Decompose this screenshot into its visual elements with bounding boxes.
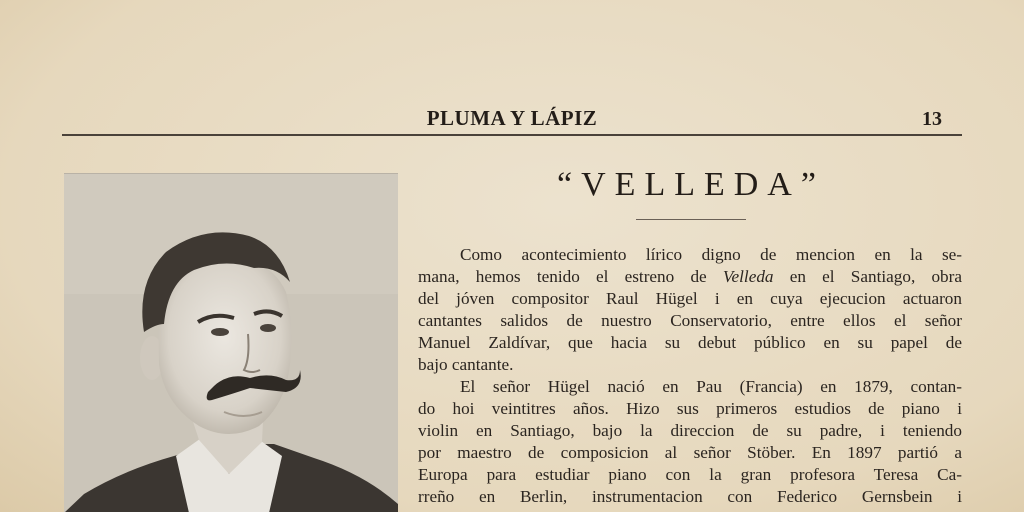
portrait-illustration — [64, 174, 398, 512]
text-line: bajo cantante. — [418, 355, 514, 374]
portrait-photo — [64, 173, 398, 512]
publication-title: PLUMA Y LÁPIZ — [426, 106, 598, 130]
text-fragment: en el Santiago, obra — [789, 267, 962, 286]
text-line — [418, 266, 962, 288]
text-line: del jóven compositor Raul Hügel i en cuya ejecucion actuaron — [418, 289, 962, 308]
article-body — [418, 244, 962, 508]
work-title: Velleda — [722, 267, 774, 286]
text-line: por maestro de composicion al señor Stöber. En 1897 partió a — [418, 443, 962, 462]
text-line: El señor Hügel nació en Pau (Francia) en 1879, contan- — [460, 377, 962, 396]
text-line: Europa para estudiar piano con la gran profesora Teresa Ca- — [418, 465, 962, 484]
text-line: cantantes salidos de nuestro Conservatorio, entre ellos el señor — [418, 311, 962, 330]
page-number: 13 — [922, 108, 942, 130]
title-rule — [636, 219, 746, 220]
text-line: Como acontecimiento lírico digno de mencion en la se- — [460, 245, 962, 264]
header-rule — [62, 134, 962, 136]
text-line: violin en Santiago, bajo la direccion de su padre, i teniendo — [418, 421, 962, 440]
text-line: do hoi veintitres años. Hizo sus primeros estudios de piano i — [418, 399, 962, 418]
text-line: Manuel Zaldívar, que hacia su debut público en su papel de — [418, 333, 962, 352]
page-header — [62, 104, 962, 136]
text-fragment: mana, hemos tenido el estreno de — [418, 267, 707, 286]
article-title: “VELLEDA” — [557, 166, 825, 203]
text-line: rreño en Berlin, instrumentacion con Federico Gernsbein i — [418, 487, 962, 506]
